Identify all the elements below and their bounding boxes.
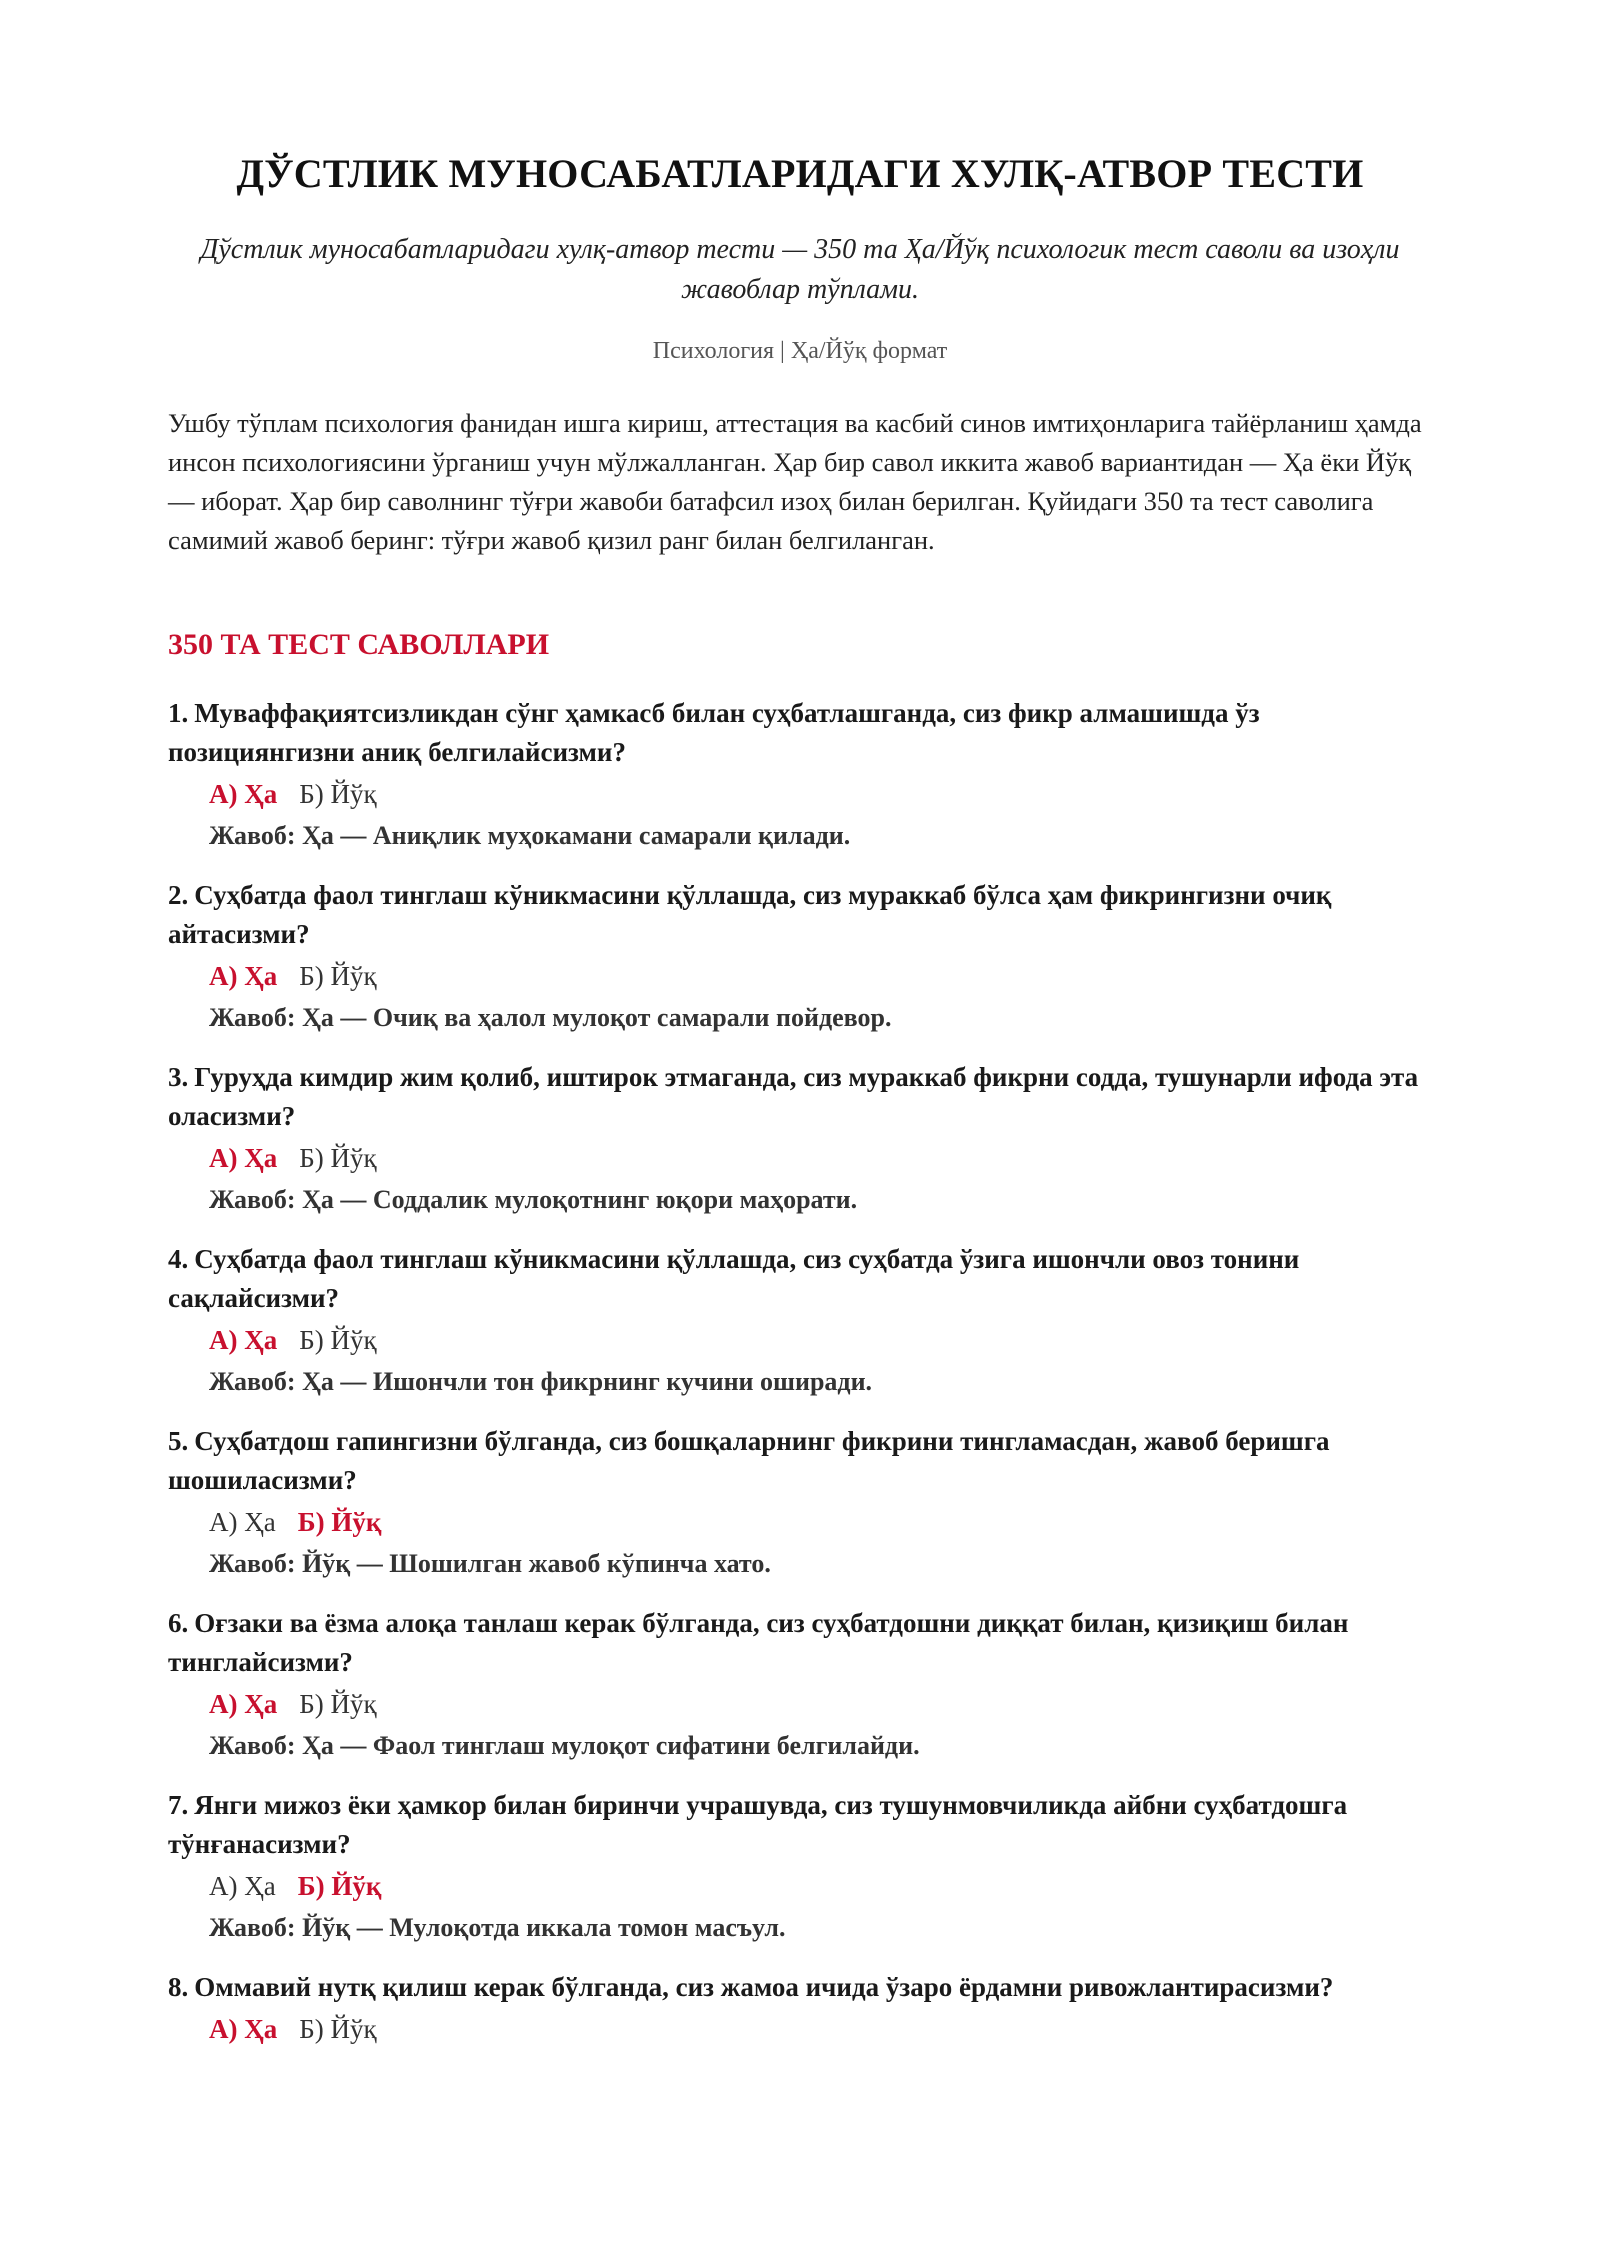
question-item (168, 694, 1438, 856)
question-text (168, 1422, 1438, 1500)
question-body: Оғзаки ва ёзма алоқа танлаш керак бўлганда, сиз суҳбатдошни диққат билан, қизиқиш билан тинглайсизми? (168, 1608, 1349, 1677)
question-body: Оммавий нутқ қилиш керак бўлганда, сиз жамоа ичида ўзаро ёрдамни ривожлантирасизми? (194, 1972, 1334, 2002)
question-number: 4. (168, 1244, 189, 1274)
option-a[interactable]: А) Ҳа (209, 2014, 278, 2044)
question-item (168, 1786, 1438, 1948)
intro-paragraph: Ушбу тўплам психология фанидан ишга кириш, аттестация ва касбий синов имтиҳонларига тайёрланиш ҳамда инсон психологиясини ўрганиш учун мўлжалланган. Ҳар бир савол иккита жавоб вариантидан — Ҳа ёки Йўқ — иборат. Ҳар бир саволнинг тўғри жавоби батафсил изоҳ билан берилган. Қуйидаги 350 та тест саволига самимий жавоб беринг: тўғри жавоб қизил ранг билан белгиланган. (168, 408, 1422, 555)
question-body: Суҳбатдош гапингизни бўлганда, сиз бошқаларнинг фикрини тингламасдан, жавоб беришга шошиласизми? (168, 1426, 1330, 1495)
answer-explanation: Жавоб: Ҳа — Ишончли тон фикрнинг кучини оширади. (209, 1367, 873, 1396)
answer-explanation: Жавоб: Ҳа — Аниқлик муҳокамани самарали қилади. (209, 821, 851, 850)
question-body: Суҳбатда фаол тинглаш кўникмасини қўллашда, сиз мураккаб бўлса ҳам фикрингизни очиқ айтасизми? (168, 880, 1332, 949)
question-item (168, 1422, 1438, 1584)
option-b[interactable]: Б) Йўқ (297, 1507, 382, 1537)
question-number: 8. (168, 1972, 189, 2002)
question-number: 2. (168, 880, 189, 910)
option-a[interactable]: А) Ҳа (209, 779, 278, 809)
question-item (168, 1968, 1438, 2049)
options-row (209, 1320, 1438, 1360)
section-title: 350 ТА ТЕСТ САВОЛЛАРИ (168, 628, 550, 661)
answer-explanation: Жавоб: Йўқ — Шошилган жавоб кўпинча хато. (209, 1549, 771, 1578)
question-item (168, 876, 1438, 1038)
document-meta: Психология | Ҳа/Йўқ формат (652, 338, 948, 364)
question-text (168, 694, 1438, 772)
document-title: ДЎСТЛИК МУНОСАБАТЛАРИДАГИ ХУЛҚ-АТВОР ТЕСТИ (236, 151, 1364, 196)
question-text (168, 1786, 1438, 1864)
question-text (168, 1058, 1438, 1136)
question-number: 6. (168, 1608, 189, 1638)
options-row (209, 1138, 1438, 1178)
question-text (168, 876, 1438, 954)
question-item (168, 1604, 1438, 1766)
question-number: 7. (168, 1790, 189, 1820)
options-row (209, 2009, 1438, 2049)
option-b[interactable]: Б) Йўқ (299, 1143, 377, 1173)
question-text (168, 1604, 1438, 1682)
options-row (209, 774, 1438, 814)
answer-explanation: Жавоб: Ҳа — Соддалик мулоқотнинг юқори маҳорати. (209, 1185, 858, 1214)
question-text (168, 1240, 1438, 1318)
option-a[interactable]: А) Ҳа (209, 1325, 278, 1355)
option-b[interactable]: Б) Йўқ (299, 779, 377, 809)
options-row (209, 956, 1438, 996)
option-b[interactable]: Б) Йўқ (299, 1325, 377, 1355)
question-text (168, 1968, 1438, 2007)
options-row (209, 1866, 1438, 1906)
question-number: 3. (168, 1062, 189, 1092)
question-body: Янги мижоз ёки ҳамкор билан биринчи учрашувда, сиз тушунмовчиликда айбни суҳбатдошга тўнғанасизми? (168, 1790, 1348, 1859)
question-body: Гуруҳда кимдир жим қолиб, иштирок этмаганда, сиз мураккаб фикрни содда, тушунарли ифода эта оласизми? (168, 1062, 1419, 1131)
option-b[interactable]: Б) Йўқ (299, 1689, 377, 1719)
answer-explanation: Жавоб: Ҳа — Фаол тинглаш мулоқот сифатини белгилайди. (209, 1731, 920, 1760)
document-subtitle: Дўстлик муносабатларидаги хулқ-атвор тести — 350 та Ҳа/Йўқ психологик тест саволи ва изоҳли жавоблар тўплами. (200, 234, 1400, 305)
options-row (209, 1502, 1438, 1542)
option-a[interactable]: А) Ҳа (209, 1507, 276, 1537)
question-body: Суҳбатда фаол тинглаш кўникмасини қўллашда, сиз суҳбатда ўзига ишончли овоз тонини сақлайсизми? (168, 1244, 1300, 1313)
question-item (168, 1240, 1438, 1402)
answer-explanation: Жавоб: Йўқ — Мулоқотда иккала томон масъул. (209, 1913, 786, 1942)
option-a[interactable]: А) Ҳа (209, 961, 278, 991)
option-b[interactable]: Б) Йўқ (299, 961, 377, 991)
options-row (209, 1684, 1438, 1724)
answer-explanation: Жавоб: Ҳа — Очиқ ва ҳалол мулоқот самарали пойдевор. (209, 1003, 892, 1032)
option-b[interactable]: Б) Йўқ (299, 2014, 377, 2044)
option-a[interactable]: А) Ҳа (209, 1143, 278, 1173)
question-body: Муваффақиятсизликдан сўнг ҳамкасб билан суҳбатлашганда, сиз фикр алмашишда ўз позициянгизни аниқ белгилайсизми? (168, 698, 1260, 767)
question-item (168, 1058, 1438, 1220)
option-b[interactable]: Б) Йўқ (297, 1871, 382, 1901)
question-number: 5. (168, 1426, 189, 1456)
question-number: 1. (168, 698, 189, 728)
option-a[interactable]: А) Ҳа (209, 1871, 276, 1901)
option-a[interactable]: А) Ҳа (209, 1689, 278, 1719)
